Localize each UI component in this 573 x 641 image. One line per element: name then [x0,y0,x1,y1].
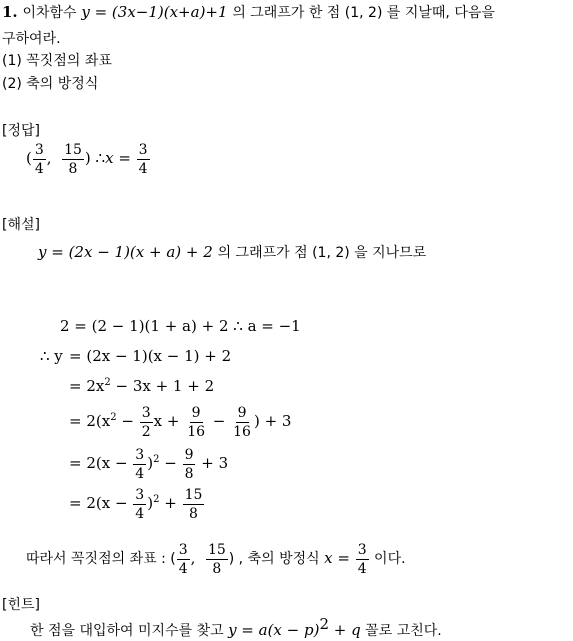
exponent: 2 [153,454,160,465]
problem-rest-1: 의 그래프가 한 점 (1, 2) 를 지날때, 다음을 [232,5,495,21]
problem-intro: 이차함수 [22,5,77,21]
fraction-denominator: 4 [34,160,44,177]
fraction-numerator: 3 [138,141,148,158]
exponent: 2 [319,615,330,633]
step-6-part: + [159,494,182,512]
axis-variable: x [105,149,114,167]
step-3-part: = 2x [69,377,105,395]
exponent: 2 [104,377,111,388]
problem-line-1 [2,2,495,23]
step-5-fraction-2 [183,448,196,481]
exponent: 2 [153,494,160,505]
step-5-part: ) [147,454,154,472]
step-6-fraction-1 [133,488,146,521]
solution-step-1: 2 = (2 − 1)(1 + a) + 2 ∴ a = −1 [60,317,301,335]
fraction-numerator: 3 [357,541,367,558]
fraction-denominator: 4 [357,560,367,577]
question-2: (2) 축의 방정식 [2,76,99,92]
fraction-numerator: 9 [191,404,201,421]
step-4-part: x + [153,412,185,430]
hint-formula: + q [329,621,361,639]
fraction-numerator: 3 [135,486,145,503]
step-4-fraction-1 [140,406,153,439]
fraction-denominator: 4 [178,560,188,577]
fraction-denominator: 2 [141,423,151,440]
solution-step-3 [69,376,214,396]
step-6-part: ) [147,494,154,512]
step-3-part: − 3x + 1 + 2 [110,377,215,395]
step-5-part: + 3 [196,454,229,472]
problem-line-2: 구하여라. [2,31,61,47]
solution-conclusion [26,540,406,577]
step-6-part: = 2(x − [69,494,133,512]
solution-step-6 [69,485,205,521]
fraction-denominator: 8 [68,160,78,177]
answer-close-paren: ) [84,149,91,167]
step-4-fraction-2 [185,406,207,439]
conclusion-axis-fraction [356,543,369,576]
answer-separator: , [46,149,62,167]
step-5-part: − [159,454,182,472]
answer-vertex-x-fraction [33,143,46,176]
fraction-numerator: 15 [207,541,226,558]
fraction-numerator: 3 [178,541,188,558]
solution-step-2-rhs: = (2x − 1)(x − 1) + 2 [69,347,232,365]
fraction-denominator: 8 [189,505,198,522]
step-5-part: = 2(x − [69,454,133,472]
solution-line-1-text: 의 그래프가 점 (1, 2) 을 지나므로 [217,245,427,261]
problem-number: 1. [2,3,18,21]
fraction-denominator: 4 [135,465,145,482]
fraction-denominator: 4 [138,160,148,177]
therefore-symbol: ∴ [90,149,106,167]
fraction-denominator: 8 [184,465,194,482]
hint-text: 꼴로 고친다. [360,623,442,639]
problem-function: y = (3x−1)(x+a)+1 [81,3,228,21]
answer-axis-fraction [137,143,150,176]
fraction-numerator: 3 [141,404,151,421]
step-4-part: − [116,412,139,430]
fraction-denominator: 16 [187,423,206,440]
step-5-fraction-1 [133,448,146,481]
solution-function: y = (2x − 1)(x + a) + 2 [38,243,213,261]
step-6-fraction-2 [183,488,205,521]
hint-header: [힌트] [2,597,40,613]
conclusion-axis: x = [324,549,355,567]
solution-line-1 [38,242,426,263]
answer-vertex-y-fraction [62,143,84,176]
conclusion-text: ) , 축의 방정식 [228,551,325,567]
fraction-numerator: 3 [135,446,145,463]
step-2-lhs: ∴ y [40,347,63,365]
fraction-numerator: 9 [184,446,194,463]
conclusion-separator: , [190,549,205,567]
fraction-denominator: 4 [135,505,145,522]
fraction-denominator: 16 [233,423,251,440]
answer-header: [정답] [2,123,40,139]
fraction-denominator: 8 [212,560,222,577]
fraction-numerator: 15 [64,141,82,158]
solution-header: [해설] [2,217,40,233]
conclusion-text: 이다. [369,551,406,567]
step-4-part: − [208,412,231,430]
answer-open-paren: ( [26,149,32,167]
fraction-numerator: 15 [184,486,203,503]
step-4-part: ) + 3 [253,412,292,430]
step-4-fraction-3 [231,406,253,439]
conclusion-text: 따라서 꼭짓점의 좌표 : ( [26,551,176,567]
hint-formula: y = a(x − p) [228,621,320,639]
answer-line [26,140,151,176]
fraction-numerator: 3 [34,141,44,158]
hint-line [30,615,442,641]
solution-step-2-lhs [40,346,63,366]
exponent: 2 [110,412,117,423]
solution-step-5 [69,445,228,481]
hint-text: 한 점을 대입하여 미지수를 찾고 [30,623,229,639]
question-1: (1) 꼭짓점의 좌표 [2,53,112,69]
solution-step-4 [69,403,291,439]
step-4-part: = 2(x [69,412,111,430]
conclusion-vertex-y-fraction [206,543,228,576]
conclusion-vertex-x-fraction [177,543,190,576]
equals-sign: = [113,149,136,167]
fraction-numerator: 9 [237,404,247,421]
